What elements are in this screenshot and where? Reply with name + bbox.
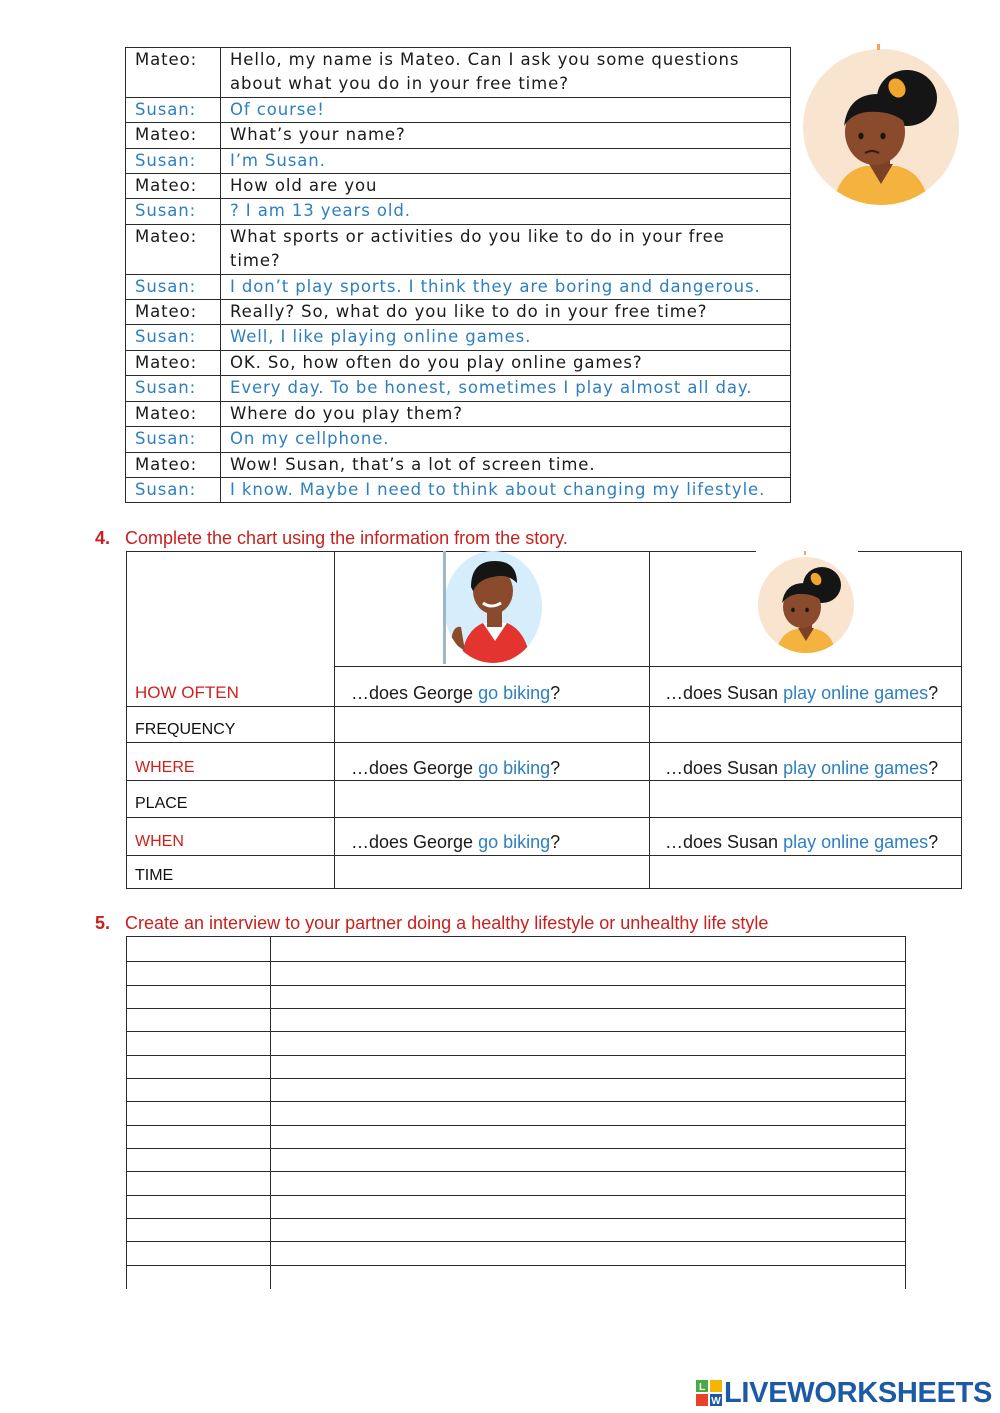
speaker-cell: Mateo:	[126, 123, 221, 148]
chart-border-left	[126, 551, 127, 889]
dialogue-row	[126, 350, 791, 375]
dialogue-row	[126, 427, 791, 452]
speaker-cell: Susan:	[126, 477, 221, 502]
question-prefix: …does George	[351, 683, 479, 703]
speaker-cell: Susan:	[126, 199, 221, 224]
label-frequency: FREQUENCY	[135, 721, 236, 738]
speaker-cell: Susan:	[126, 274, 221, 299]
question-prefix: …does Susan	[665, 683, 784, 703]
grid-row-line	[126, 1031, 906, 1032]
question-activity: play online games	[783, 832, 929, 852]
dialogue-row	[126, 376, 791, 401]
grid-row-line	[126, 1265, 906, 1266]
dialogue-row	[126, 48, 791, 98]
dialogue-row	[126, 123, 791, 148]
speaker-cell: Susan:	[126, 148, 221, 173]
label-when: WHEN	[135, 833, 184, 850]
line-cell: Every day. To be honest, sometimes I play almost all day.	[221, 376, 791, 401]
speaker-cell: Susan:	[126, 325, 221, 350]
question-suffix: ?	[550, 832, 561, 852]
line-cell: Really? So, what do you like to do in your free time?	[221, 300, 791, 325]
grid-row-line	[126, 936, 906, 937]
grid-row-line	[126, 1055, 906, 1056]
chart-row-divider	[334, 666, 962, 667]
susan-question-how-often	[665, 683, 938, 704]
speaker-cell: Susan:	[126, 427, 221, 452]
question-activity: go biking	[478, 758, 551, 778]
liveworksheets-logo-icon	[696, 1380, 722, 1406]
grid-row-line	[126, 1148, 906, 1149]
dialogue-row	[126, 148, 791, 173]
liveworksheets-logo-text: LIVEWORKSHEETS	[724, 1376, 993, 1409]
speaker-cell: Mateo:	[126, 48, 221, 98]
grid-row-line	[126, 1195, 906, 1196]
question-prefix: …does Susan	[665, 758, 784, 778]
chart-row-divider	[126, 855, 962, 856]
dialogue-row	[126, 97, 791, 122]
line-cell: OK. So, how often do you play online games?	[221, 350, 791, 375]
george-question-when	[351, 832, 560, 853]
grid-col-divider	[270, 936, 271, 1289]
section5-instruction: Create an interview to your partner doing a healthy lifestyle or unhealthy life style	[125, 913, 769, 933]
chart-row-divider	[126, 742, 962, 743]
dialogue-row	[126, 199, 791, 224]
line-cell: Where do you play them?	[221, 401, 791, 426]
speaker-cell: Mateo:	[126, 452, 221, 477]
dialogue-row	[126, 325, 791, 350]
dialogue-row	[126, 300, 791, 325]
speaker-cell: Mateo:	[126, 224, 221, 274]
speaker-cell: Mateo:	[126, 401, 221, 426]
question-prefix: …does Susan	[665, 832, 784, 852]
logo-mark-letter: L	[698, 1382, 706, 1393]
dialogue-row	[126, 174, 791, 199]
dialogue-row	[126, 477, 791, 502]
dialogue-row	[126, 452, 791, 477]
speaker-cell: Mateo:	[126, 300, 221, 325]
george-avatar	[443, 551, 543, 664]
section4-instruction: Complete the chart using the information from the story.	[125, 528, 568, 548]
line-cell: What sports or activities do you like to do in your free time?	[221, 224, 791, 274]
line-cell: I’m Susan.	[221, 148, 791, 173]
chart-col-divider	[334, 551, 335, 889]
dialogue-row	[126, 224, 791, 274]
chart-border-right	[961, 551, 962, 889]
dialogue-table	[125, 47, 791, 503]
logo-mark-letter: W	[711, 1396, 721, 1406]
speaker-cell: Susan:	[126, 376, 221, 401]
label-where: WHERE	[135, 759, 195, 776]
susan-avatar-small	[756, 551, 858, 654]
grid-row-line	[126, 1008, 906, 1009]
section4-number: 4.	[95, 528, 111, 548]
question-suffix: ?	[550, 758, 561, 778]
chart-row-divider	[126, 706, 962, 707]
question-prefix: …does George	[351, 758, 479, 778]
section4-heading	[95, 528, 568, 549]
grid-row-line	[126, 985, 906, 986]
line-cell: On my cellphone.	[221, 427, 791, 452]
susan-question-where	[665, 758, 938, 779]
grid-row-line	[126, 1171, 906, 1172]
susan-avatar-large	[803, 44, 963, 206]
dialogue-row	[126, 274, 791, 299]
question-prefix: …does George	[351, 832, 479, 852]
line-cell: Of course!	[221, 97, 791, 122]
susan-question-when	[665, 832, 938, 853]
line-cell: How old are you	[221, 174, 791, 199]
grid-row-line	[126, 1241, 906, 1242]
chart-col-divider	[649, 551, 650, 889]
dialogue-row	[126, 401, 791, 426]
question-activity: play online games	[783, 683, 929, 703]
grid-row-line	[126, 961, 906, 962]
question-activity: go biking	[478, 683, 551, 703]
label-time: TIME	[135, 867, 174, 884]
question-activity: play online games	[783, 758, 929, 778]
speaker-cell: Mateo:	[126, 174, 221, 199]
label-how-often: HOW OFTEN	[135, 683, 239, 702]
grid-row-line	[126, 1078, 906, 1079]
grid-border-left	[126, 936, 127, 1289]
question-activity: go biking	[478, 832, 551, 852]
question-suffix: ?	[928, 832, 939, 852]
grid-row-line	[126, 1101, 906, 1102]
speaker-cell: Mateo:	[126, 350, 221, 375]
speaker-cell: Susan:	[126, 97, 221, 122]
grid-row-line	[126, 1218, 906, 1219]
section5-number: 5.	[95, 913, 111, 933]
question-suffix: ?	[550, 683, 561, 703]
chart-row-divider	[126, 817, 962, 818]
line-cell: What’s your name?	[221, 123, 791, 148]
section5-heading	[95, 913, 768, 934]
line-cell: I don’t play sports. I think they are boring and dangerous.	[221, 274, 791, 299]
line-cell: ? I am 13 years old.	[221, 199, 791, 224]
line-cell: Well, I like playing online games.	[221, 325, 791, 350]
chart-border-bottom	[126, 888, 962, 889]
chart-row-divider	[126, 780, 962, 781]
grid-border-right	[905, 936, 906, 1289]
label-place: PLACE	[135, 795, 188, 812]
line-cell: Hello, my name is Mateo. Can I ask you some questions about what you do in your free time?	[221, 48, 791, 98]
question-suffix: ?	[928, 683, 939, 703]
grid-row-line	[126, 1125, 906, 1126]
line-cell: I know. Maybe I need to think about changing my lifestyle.	[221, 477, 791, 502]
liveworksheets-logo	[696, 1378, 992, 1408]
george-question-where	[351, 758, 560, 779]
question-suffix: ?	[928, 758, 939, 778]
line-cell: Wow! Susan, that’s a lot of screen time.	[221, 452, 791, 477]
george-question-how-often	[351, 683, 560, 704]
